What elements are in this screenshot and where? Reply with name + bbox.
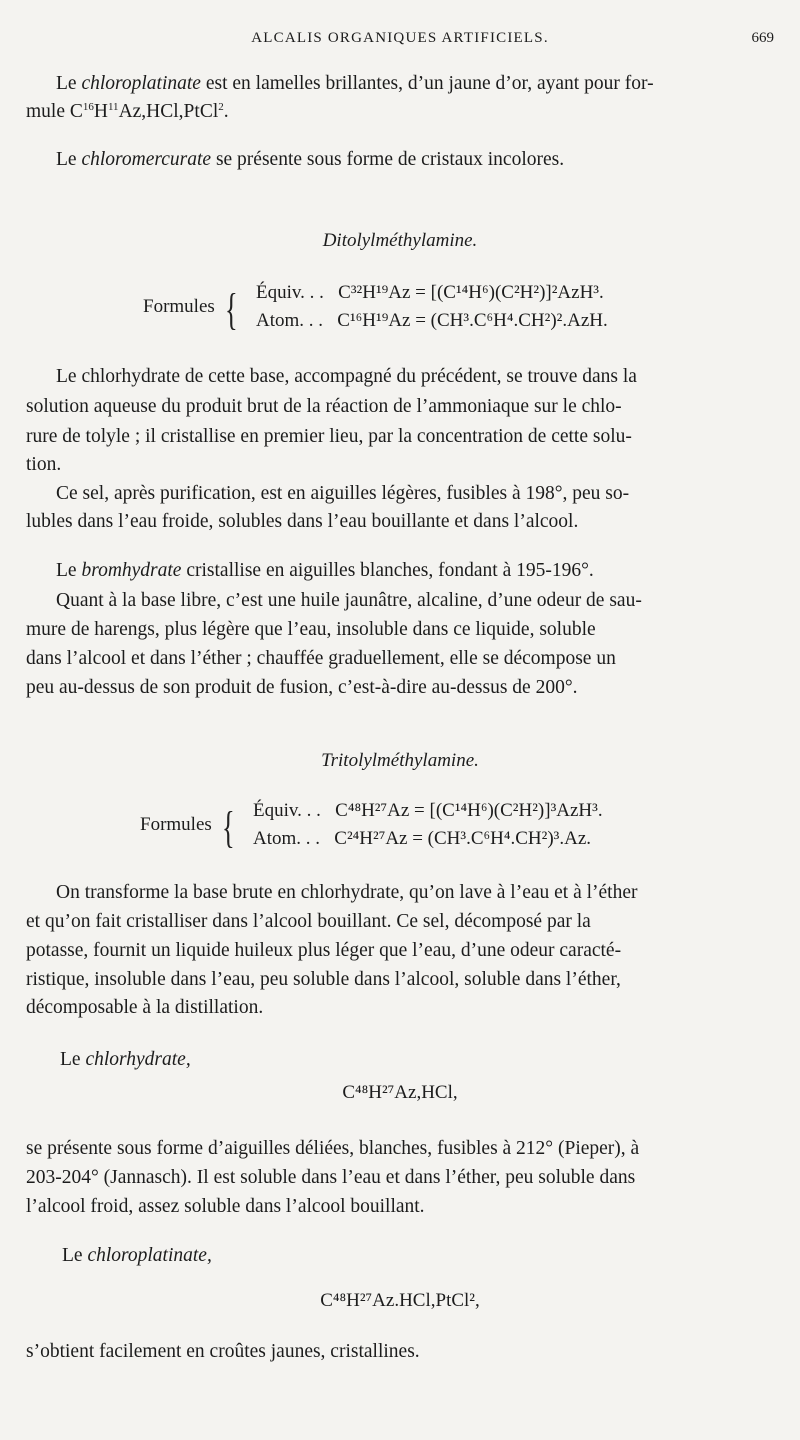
paragraph-line: peu au-dessus de son produit de fusion, c’est-à-dire au-dessus de 200°. <box>26 677 578 698</box>
paragraph-line: 203-204° (Jannasch). Il est soluble dans l’eau et dans l’éther, peu soluble dans <box>26 1167 636 1188</box>
paragraph-line: potasse, fournit un liquide huileux plus léger que l’eau, d’une odeur caracté- <box>26 940 622 961</box>
brace-symbol: { <box>225 285 238 334</box>
paragraph-line: ristique, insoluble dans l’eau, peu soluble dans l’alcool, soluble dans l’éther, <box>26 969 621 990</box>
paragraph-line: se présente sous forme d’aiguilles déliées, blanches, fusibles à 212° (Pieper), à <box>26 1138 640 1159</box>
paragraph-line: mule $C^{16}H^{11}Az,HCl,PtCl^2$. <box>26 101 229 122</box>
formula-block <box>143 282 743 342</box>
paragraph-line: et qu’on fait cristalliser dans l’alcool bouillant. Ce sel, décomposé par la <box>26 911 591 932</box>
paragraph-line: Le chloroplatinate est en lamelles brillantes, d’un jaune d’or, ayant pour for- <box>56 73 654 94</box>
paragraph-line: Le chlorhydrate de cette base, accompagné du précédent, se trouve dans la <box>56 366 637 387</box>
paragraph-line: Le chloroplatinate, <box>62 1245 212 1266</box>
equiv-formula: C³²H¹⁹Az = [(C¹⁴H⁶)(C²H²)]²AzH³. <box>338 282 604 303</box>
brace-symbol: { <box>222 803 235 852</box>
paragraph-line: Ce sel, après purification, est en aiguilles légères, fusibles à 198°, peu so- <box>56 483 630 504</box>
paragraph-line: rure de tolyle ; il cristallise en premier lieu, par la concentration de cette solu- <box>26 426 632 447</box>
section-heading: Ditolylméthylamine. <box>322 230 478 251</box>
paragraph-line: Le bromhydrate cristallise en aiguilles blanches, fondant à 195-196°. <box>56 560 594 581</box>
atom-formula: C²⁴H²⁷Az = (CH³.C⁶H⁴.CH²)³.Az. <box>334 828 592 849</box>
formula-equiv-row: Équiv. . . C³²H¹⁹Az = [(C¹⁴H⁶)(C²H²)]²AzH³. <box>256 282 604 303</box>
formula-atom-row: Atom. . . C²⁴H²⁷Az = (CH³.C⁶H⁴.CH²)³.Az. <box>253 828 592 849</box>
formula-block <box>140 800 740 860</box>
paragraph-line: dans l’alcool et dans l’éther ; chauffée graduellement, elle se décompose un <box>26 648 616 669</box>
atom-formula: C¹⁶H¹⁹Az = (CH³.C⁶H⁴.CH²)².AzH. <box>337 310 608 331</box>
running-header: ALCALIS ORGANIQUES ARTIFICIELS. <box>251 30 549 46</box>
paragraph-line: solution aqueuse du produit brut de la réaction de l’ammoniaque sur le chlo- <box>26 396 622 417</box>
formula-equiv-row: Équiv. . . C⁴⁸H²⁷Az = [(C¹⁴H⁶)(C²H²)]³AzH³. <box>253 800 603 821</box>
paragraph-line: lubles dans l’eau froide, solubles dans l’eau bouillante et dans l’alcool. <box>26 511 579 532</box>
paragraph-line: mure de harengs, plus légère que l’eau, insoluble dans ce liquide, soluble <box>26 619 596 640</box>
paragraph-line: s’obtient facilement en croûtes jaunes, cristallines. <box>26 1341 420 1362</box>
formula-label: Formules <box>143 296 215 317</box>
section-heading: Tritolylméthylamine. <box>321 750 479 771</box>
inline-formula: C⁴⁸H²⁷Az.HCl,PtCl², <box>320 1290 480 1311</box>
paragraph-line: décomposable à la distillation. <box>26 997 264 1018</box>
paragraph-line: Le chlorhydrate, <box>60 1049 191 1070</box>
page-number: 669 <box>751 30 774 46</box>
formula-label: Formules <box>140 814 212 835</box>
equiv-formula: C⁴⁸H²⁷Az = [(C¹⁴H⁶)(C²H²)]³AzH³. <box>335 800 603 821</box>
paragraph-line: On transforme la base brute en chlorhydrate, qu’on lave à l’eau et à l’éther <box>56 882 638 903</box>
formula-atom-row: Atom. . . C¹⁶H¹⁹Az = (CH³.C⁶H⁴.CH²)².AzH. <box>256 310 608 331</box>
paragraph-line: Le chloromercurate se présente sous forme de cristaux incolores. <box>56 149 565 170</box>
paragraph-line: tion. <box>26 454 62 475</box>
inline-formula: C⁴⁸H²⁷Az,HCl, <box>342 1082 458 1103</box>
paragraph-line: Quant à la base libre, c’est une huile jaunâtre, alcaline, d’une odeur de sau- <box>56 590 642 611</box>
paragraph-line: l’alcool froid, assez soluble dans l’alcool bouillant. <box>26 1196 425 1217</box>
